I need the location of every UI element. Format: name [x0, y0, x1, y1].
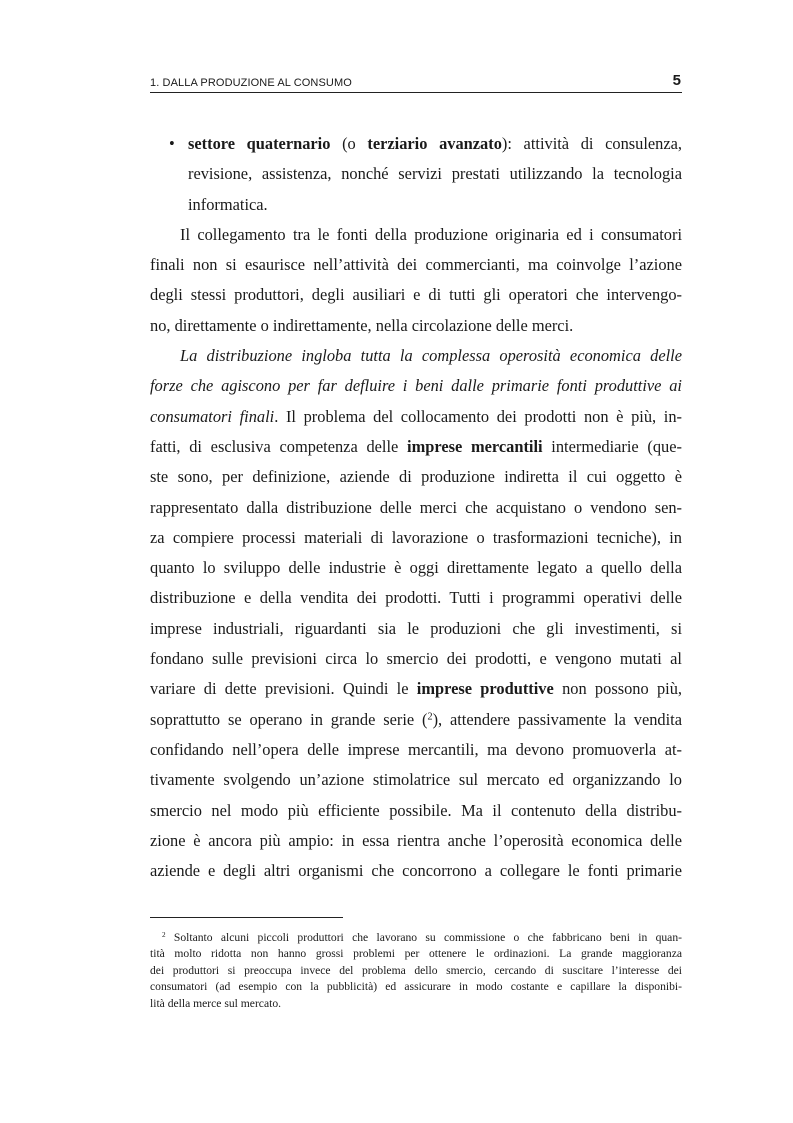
italic-definition: La distribuzione ingloba tutta la complessa operosità economica delle	[180, 346, 682, 366]
text-line: consumatori finali. Il problema del collocamento dei prodotti non è più, in-	[150, 406, 682, 426]
bold-term: imprese mercantili	[407, 436, 543, 456]
text-line: smercio nel modo più efficiente possibile. Ma il contenuto della distribu-	[150, 800, 682, 820]
footnote-line: $^2$ Soltanto alcuni piccoli produttori che lavorano su commissione o che fabbricano beni in quan-	[162, 931, 682, 944]
bullet-item-settore-quaternario	[150, 129, 682, 220]
bold-term: imprese produttive	[416, 679, 554, 699]
text-line: degli stessi produttori, degli ausiliari e di tutti gli operatori che intervengo-	[150, 285, 682, 305]
text-line: fondano sulle previsioni circa lo smercio dei prodotti, e vengono mutati al	[150, 649, 682, 669]
running-header	[150, 74, 682, 93]
text-line: Il collegamento tra le fonti della produzione originaria ed i consumatori	[180, 224, 682, 244]
paragraph	[150, 341, 682, 886]
footnote	[150, 930, 682, 1012]
text-line: quanto lo sviluppo delle industrie è oggi direttamente legato a quello della	[150, 558, 682, 578]
bullet-alt-term: terziario avanzato	[367, 134, 502, 153]
text-line: variare di dette previsioni. Quindi le imprese produttive non possono più,	[150, 679, 682, 699]
text-line: rappresentato dalla distribuzione delle merci che acquistano o vendono sen-	[150, 497, 682, 517]
text-line: zione è ancora più ampio: in essa rientra anche l’operosità economica delle	[150, 830, 682, 850]
footnote-line: lità della merce sul mercato.	[150, 996, 282, 1010]
paragraph	[150, 220, 682, 341]
text-line: fatti, di esclusiva competenza delle imprese mercantili intermediarie (que-	[150, 436, 682, 456]
bullet-line: informatica.	[188, 194, 268, 214]
italic-definition: forze che agiscono per far defluire i beni dalle primarie fonti produttive ai	[150, 376, 682, 396]
bullet-marker: •	[169, 134, 175, 153]
chapter-title: 1. DALLA PRODUZIONE AL CONSUMO	[150, 77, 352, 89]
page-number: 5	[672, 72, 681, 89]
text-line: za compiere processi materiali di lavorazione o trasformazioni tecniche), in	[150, 527, 682, 547]
text-line: soprattutto se operano in grande serie ($^2$), attendere passivamente la vendita	[150, 709, 682, 729]
bullet-line: revisione, assistenza, nonché servizi prestati utilizzando la tecnologia	[188, 164, 682, 184]
text-line: aziende e degli altri organismi che concorrono a collegare le fonti primarie	[150, 861, 682, 881]
text-line: confidando nell’opera delle imprese mercantili, ma devono promuoverla at-	[150, 739, 682, 759]
footnote-reference: 2	[427, 711, 433, 723]
footnote-mark: 2	[162, 931, 166, 940]
text-line: finali non si esaurisce nell’attività dei commercianti, ma coinvolge l’azione	[150, 255, 682, 275]
text-line	[150, 371, 682, 401]
text-line	[150, 341, 682, 371]
body-text	[150, 129, 682, 886]
footnote-separator	[150, 917, 343, 918]
text-line: ste sono, per definizione, aziende di produzione indiretta il cui oggetto è	[150, 467, 682, 487]
text-line: imprese industriali, riguardanti sia le produzioni che gli investimenti, si	[150, 618, 682, 638]
footnote-line: consumatori (ad esempio con la pubblicità) ed assicurare in modo costante e capillare la disponibi-	[150, 980, 682, 994]
bullet-line: settore quaternario (o terziario avanzato): attività di consulenza,	[188, 134, 683, 153]
footnote-line: dei produttori si preoccupa invece del problema dello smercio, cercando di suscitare l’interesse dei	[150, 963, 682, 977]
footnote-line: tità molto ridotta non hanno grossi problemi per ottenere le ordinazioni. La grande maggioranza	[150, 947, 682, 961]
text-line: no, direttamente o indirettamente, nella circolazione delle merci.	[150, 315, 574, 335]
bullet-term: settore quaternario	[188, 134, 331, 153]
italic-definition: consumatori finali	[150, 406, 275, 426]
text-line: distribuzione e della vendita dei prodotti. Tutti i programmi operativi delle	[150, 588, 682, 608]
text-line: tivamente svolgendo un’azione stimolatrice sul mercato ed organizzando lo	[150, 770, 682, 790]
